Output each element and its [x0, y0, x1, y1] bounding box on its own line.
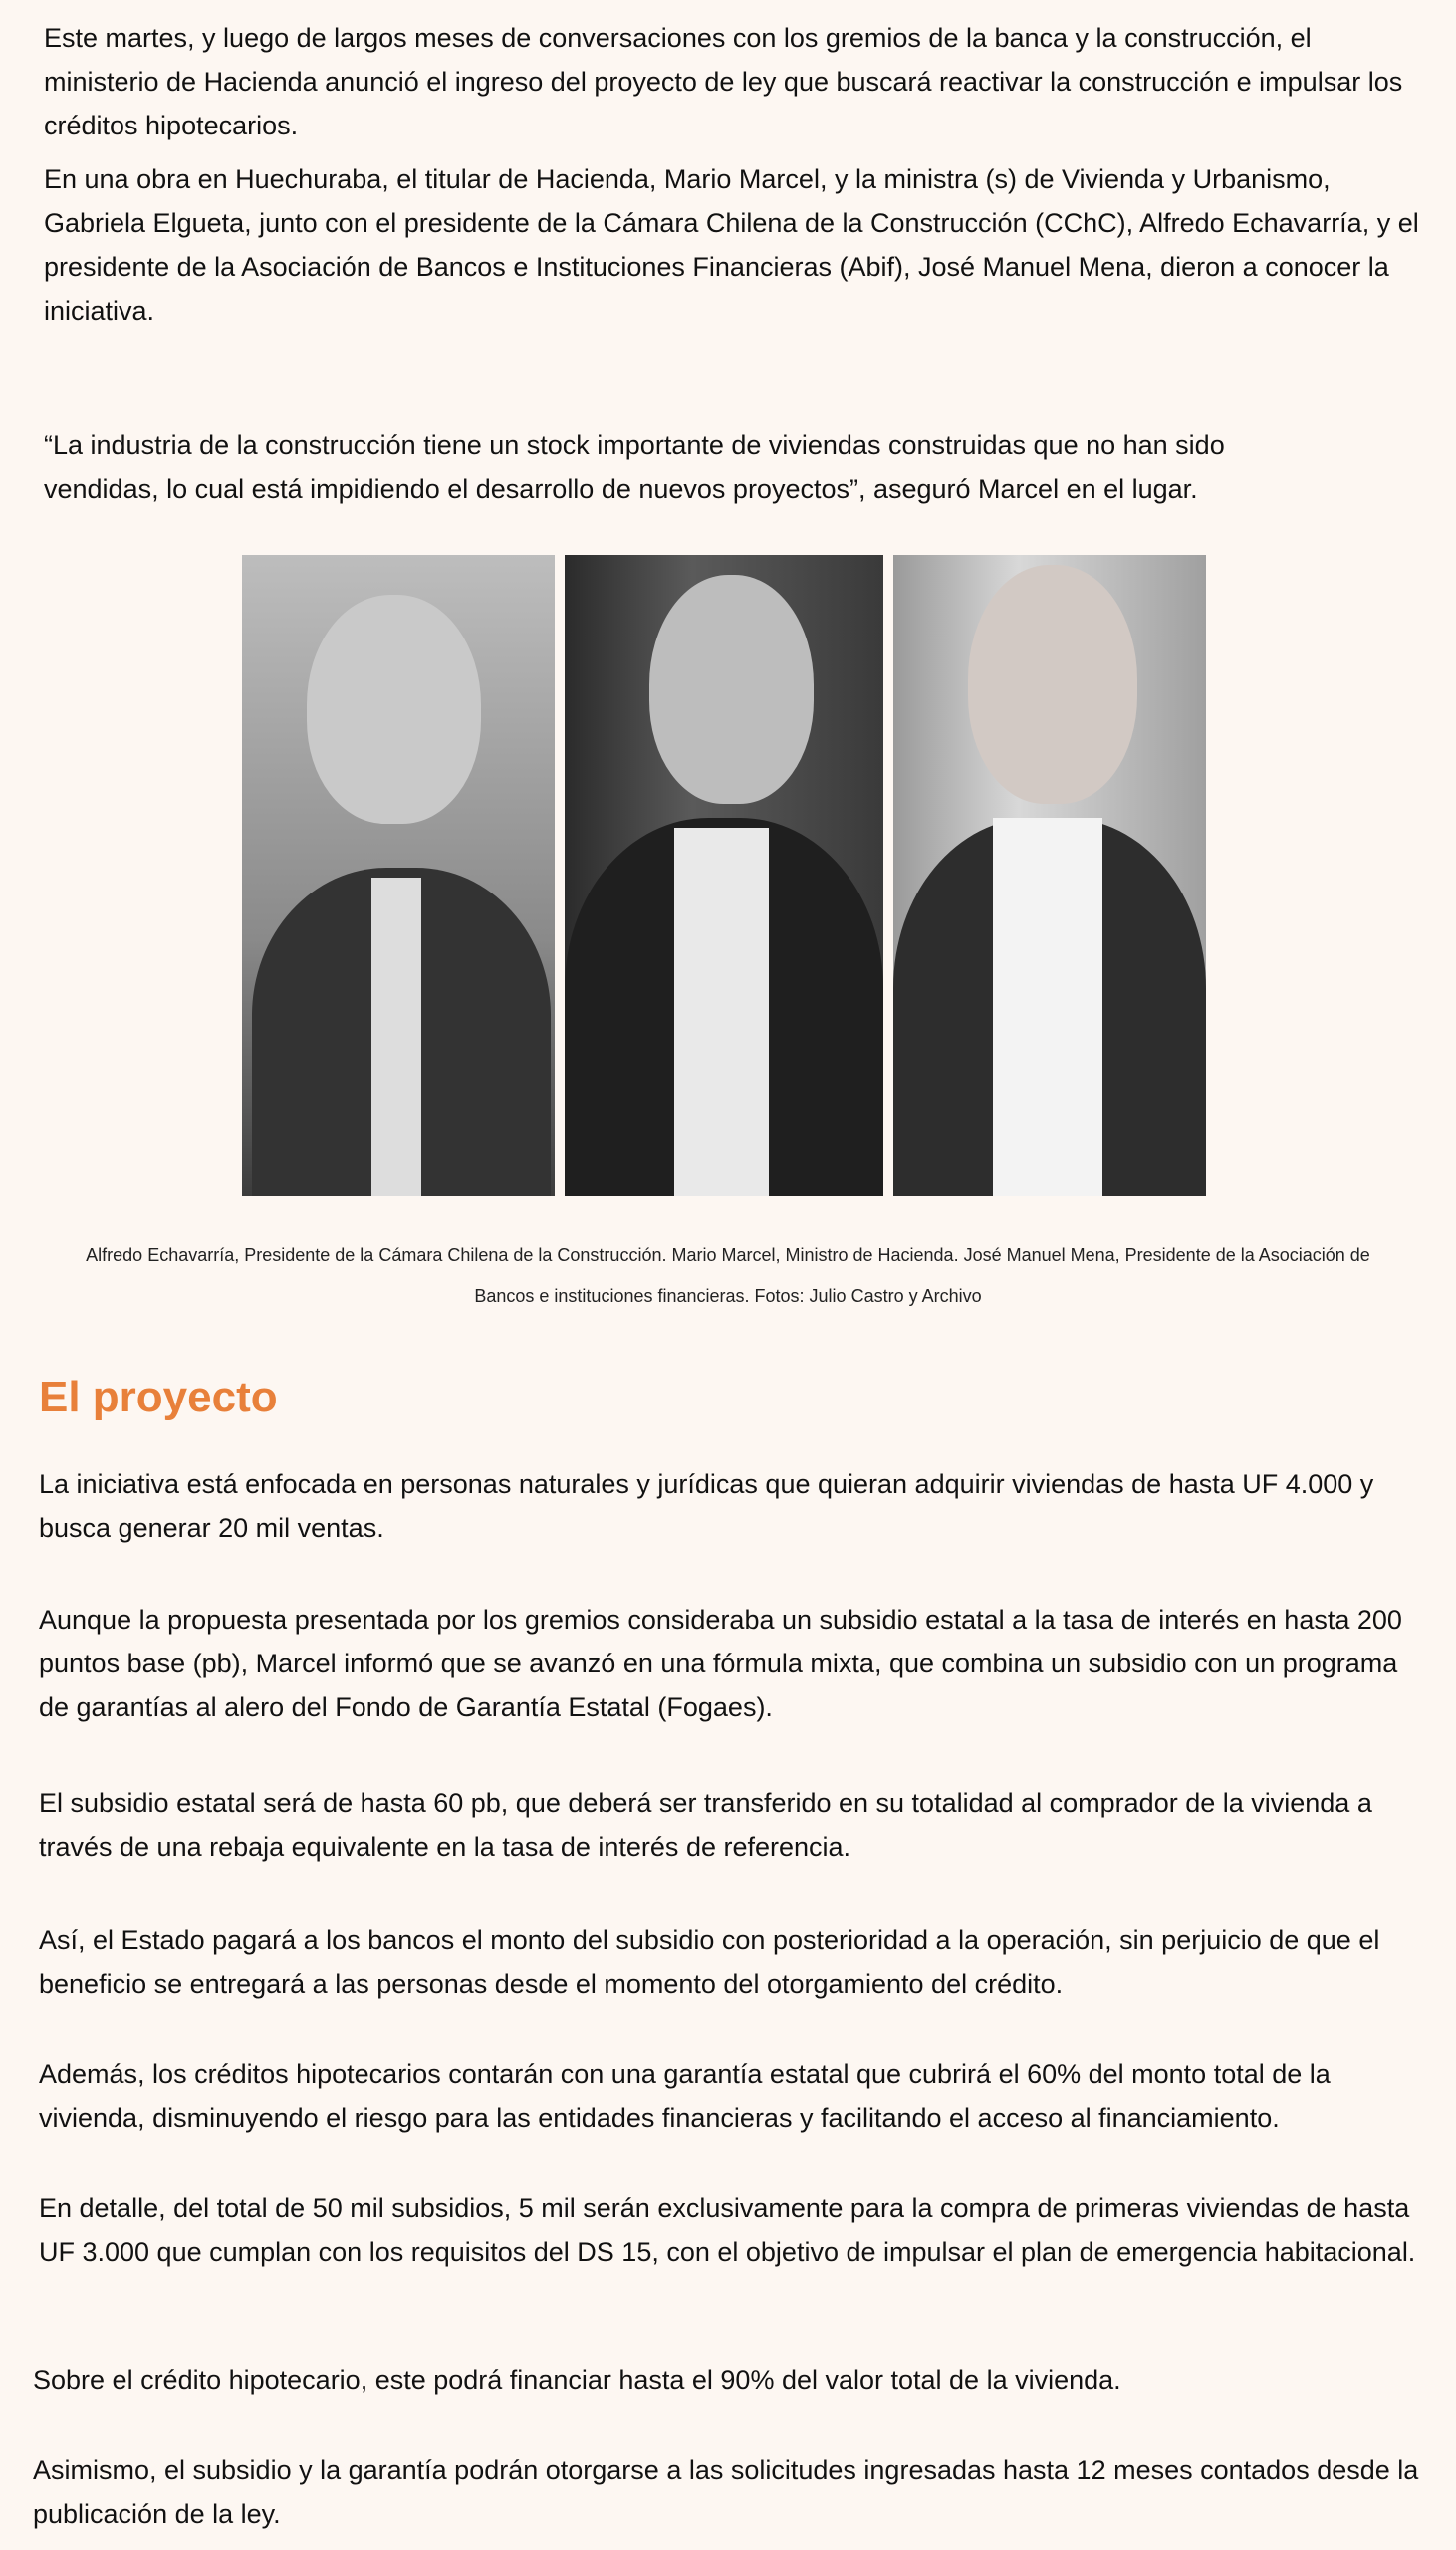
paragraph: La iniciativa está enfocada en personas naturales y jurídicas que quieran adquirir viviendas de hasta UF 4.000 y busca generar 20 mil ventas.: [39, 1469, 1374, 1543]
section-heading: El proyecto: [39, 1373, 278, 1421]
photo-mario-marcel: [565, 555, 883, 1196]
paragraph: En una obra en Huechuraba, el titular de Hacienda, Mario Marcel, y la ministra (s) de Vivienda y Urbanismo, Gabriela Elgueta, junto con el presidente de la Cámara Chilena de la Construcción (CChC), Alfredo Echavarría, y el presidente de la Asociación de Bancos e Instituciones Financieras (Abif), José Manuel Mena, dieron a conocer la iniciativa.: [44, 164, 1419, 326]
paragraph-quote: “La industria de la construcción tiene un stock importante de viviendas construidas que no han sido vendidas, lo cual está impidiendo el desarrollo de nuevos proyectos”, aseguró Marcel en el lugar.: [44, 430, 1225, 504]
paragraph: Este martes, y luego de largos meses de conversaciones con los gremios de la banca y la construcción, el ministerio de Hacienda anunció el ingreso del proyecto de ley que buscará reactivar la construcción e impulsar los créditos hipotecarios.: [44, 23, 1403, 140]
paragraph: Sobre el crédito hipotecario, este podrá financiar hasta el 90% del valor total de la vivienda.: [33, 2365, 1121, 2395]
paragraph: Además, los créditos hipotecarios contarán con una garantía estatal que cubrirá el 60% del monto total de la vivienda, disminuyendo el riesgo para las entidades financieras y facilitando el acceso al financiamiento.: [39, 2059, 1331, 2133]
photo-caption: Alfredo Echavarría, Presidente de la Cámara Chilena de la Construcción. Mario Marcel, Ministro de Hacienda. José Manuel Mena, Presidente de la Asociación de Bancos e instituciones financieras. Fotos: Julio Castro y Archivo: [86, 1245, 1370, 1306]
paragraph: Aunque la propuesta presentada por los gremios consideraba un subsidio estatal a la tasa de interés en hasta 200 puntos base (pb), Marcel informó que se avanzó en una fórmula mixta, que combina un subsidio con un programa de garantías al alero del Fondo de Garantía Estatal (Fogaes).: [39, 1605, 1402, 1722]
paragraph: El subsidio estatal será de hasta 60 pb, que deberá ser transferido en su totalidad al comprador de la vivienda a través de una rebaja equivalente en la tasa de interés de referencia.: [39, 1788, 1372, 1862]
photo-collage: [242, 555, 1206, 1196]
paragraph: Así, el Estado pagará a los bancos el monto del subsidio con posterioridad a la operación, sin perjuicio de que el beneficio se entregará a las personas desde el momento del otorgamiento del crédito.: [39, 1925, 1380, 1999]
paragraph: En detalle, del total de 50 mil subsidios, 5 mil serán exclusivamente para la compra de primeras viviendas de hasta UF 3.000 que cumplan con los requisitos del DS 15, con el objetivo de impulsar el plan de emergencia habitacional.: [39, 2193, 1416, 2267]
paragraph: Asimismo, el subsidio y la garantía podrán otorgarse a las solicitudes ingresadas hasta 12 meses contados desde la publicación de la ley.: [33, 2455, 1419, 2529]
photo-jose-manuel-mena: [893, 555, 1206, 1196]
photo-alfredo-echavarria: [242, 555, 555, 1196]
